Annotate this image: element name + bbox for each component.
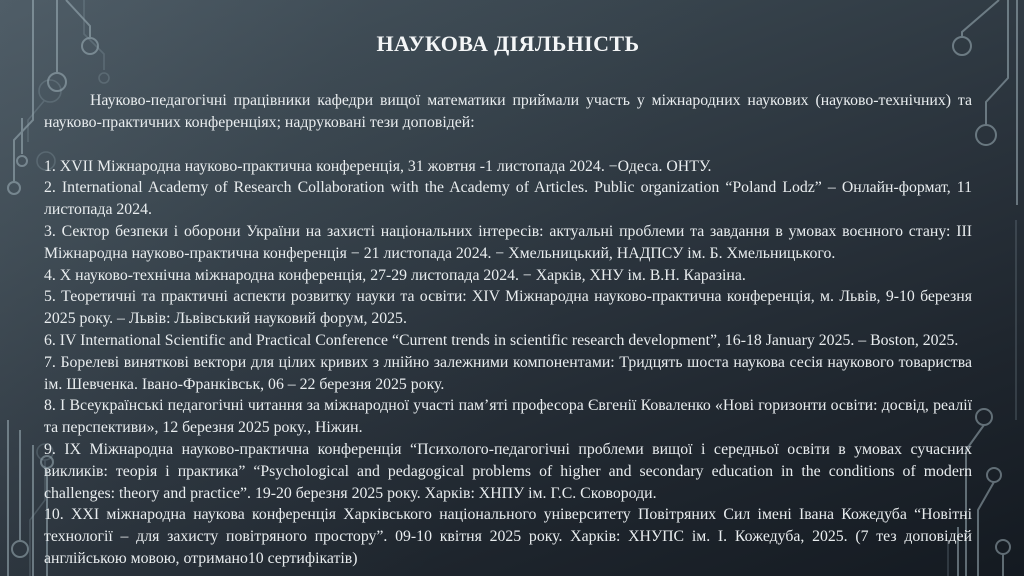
list-item: 3. Сектор безпеки і оборони України на захисті національних інтересів: актуальні проблеми та завдання в умовах воєнного стану: ІІІ Міжнародна науково-практична конференція − 21 листопада 2024. − Хмельницький, НАДПСУ ім. Б. Хмельницького. — [44, 222, 972, 262]
slide — [44, 0, 972, 570]
list-item: 1. XVII Міжнародна науково-практична конференція, 31 жовтня -1 листопада 2024. −Одеса. ОНТУ. — [44, 157, 712, 175]
slide-title: НАУКОВА ДІЯЛЬНІСТЬ — [376, 31, 640, 56]
conference-list — [44, 156, 972, 570]
list-item: 6. IV International Scientific and Practical Conference “Current trends in scientific research development”, 16-18 January 2025. – Boston, 2025. — [44, 331, 959, 349]
list-item: 9. ІХ Міжнародна науково-практична конференція “Психолого-педагогічні проблеми вищої і середньої освіти в умовах сучасних викликів: теорія і практика” “Psychological and pedagogical problems of higher and secondary education in the conditions of modern challenges: theory and practice”. 19-20 березня 2025 року. Харків: ХНПУ ім. Г.С. Сковороди. — [44, 440, 972, 502]
list-item: 10. ХХІ міжнародна наукова конференція Харківського національного університету Повітряних Сил імені Івана Кожедуба “Новітні технології – для захисту повітряного простору”. 09-10 квітня 2025 року. Харків: ХНУПС ім. І. Кожедуба, 2025. (7 тез доповідей англійською мовою, отримано10 сертифікатів) — [44, 506, 972, 567]
list-item: 2. International Academy of Research Collaboration with the Academy of Articles. Public organization “Poland Lodz” – Онлайн-формат, 11 листопада 2024. — [44, 179, 972, 219]
intro-paragraph: Науково-педагогічні працівники кафедри вищої математики приймали участь у міжнародних наукових (науково-технічних) та науково-практичних конференціях; надруковані тези доповідей: — [44, 92, 972, 131]
list-item: 8. І Всеукраїнські педагогічні читання за міжнародної участі пам’яті професора Євгенії Коваленко «Нові горизонти освіти: досвід, реалії та перспективи», 12 березня 2025 року., Ніжин. — [44, 397, 972, 437]
list-item: 7. Борелеві виняткові вектори для цілих кривих з лнійно залежними компонентами: Тридцять шоста наукова сесія наукового товариства ім. Шевченка. Івано-Франківськ, 06 – 22 березня 2025 року. — [44, 353, 972, 393]
list-item: 4. Х науково-технічна міжнародна конференція, 27-29 листопада 2024. − Харків, ХНУ ім. В.Н. Каразіна. — [44, 266, 746, 284]
list-item: 5. Теоретичні та практичні аспекти розвитку науки та освіти: XIV Міжнародна науково-практична конференція, м. Львів, 9-10 березня 2025 року. – Львів: Львівський науковий форум, 2025. — [44, 288, 972, 328]
